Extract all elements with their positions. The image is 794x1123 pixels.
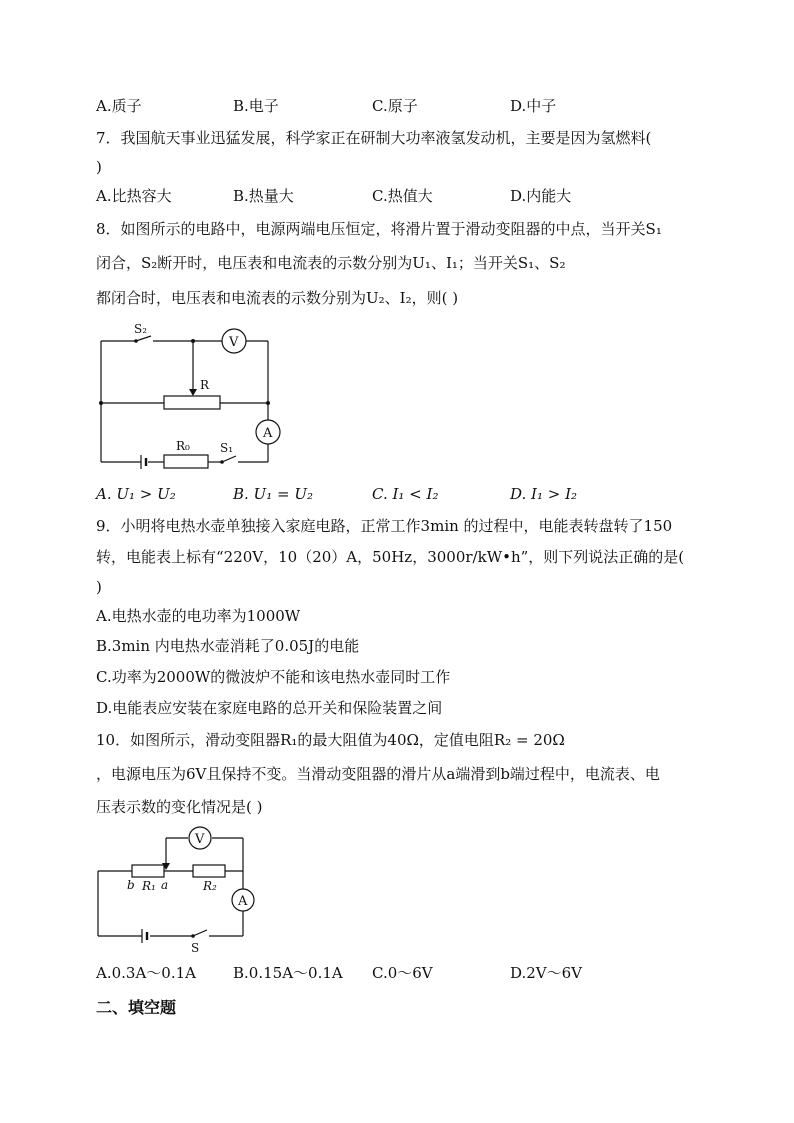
q6-option-c: C.原子: [372, 97, 418, 115]
q9-option-b: B.3min 内电热水壶消耗了0.05J的电能: [96, 637, 360, 655]
q9-stem-line1: 9．小明将电热水壶单独接入家庭电路，正常工作3min 的过程中，电能表转盘转了150: [96, 517, 673, 535]
q8-label-ammeter: A: [263, 426, 273, 441]
q8-stem-line2: 闭合，S₂断开时，电压表和电流表的示数分别为U₁、I₁；当开关S₁、S₂: [96, 254, 566, 272]
q10-option-b: B.0.15A～0.1A: [233, 964, 343, 982]
q8-option-a: A. U₁ > U₂: [96, 485, 176, 503]
q8-option-b: B. U₁ = U₂: [233, 485, 313, 503]
q8-label-rheostat: R: [200, 378, 210, 392]
q10-label-voltmeter: V: [195, 832, 205, 847]
q10-option-d: D.2V～6V: [510, 964, 583, 982]
q7-option-b: B.热量大: [233, 187, 294, 205]
q6-option-a: A.质子: [96, 97, 142, 115]
q10-stem-line2: ，电源电压为6V且保持不变。当滑动变阻器的滑片从a端滑到b端过程中，电流表、电: [96, 765, 660, 783]
q10-label-s: S: [191, 941, 200, 955]
q8-label-s1: S₁: [220, 441, 234, 455]
q10-option-a: A.0.3A～0.1A: [96, 964, 196, 982]
q8-label-r0: R₀: [176, 439, 190, 453]
q7-stem-line2: ): [96, 158, 102, 176]
q10-stem-line3: 压表示数的变化情况是( ): [96, 798, 263, 816]
q9-option-a: A.电热水壶的电功率为1000W: [96, 607, 301, 625]
q7-option-d: D.内能大: [510, 187, 572, 205]
q8-option-d: D. I₁ > I₂: [510, 485, 578, 503]
q9-stem-line2: 转，电能表上标有“220V，10（20）A，50Hz，3000r/kW•h”，则下列说法正确的是(: [96, 548, 685, 566]
q8-label-s2: S₂: [134, 322, 148, 336]
q9-stem-line3: ): [96, 578, 102, 596]
q8-stem-line1: 8．如图所示的电路中，电源两端电压恒定，将滑片置于滑动变阻器的中点，当开关S₁: [96, 220, 662, 238]
q10-label-r2: R₂: [203, 879, 217, 893]
q8-label-voltmeter: V: [229, 335, 239, 350]
section-title: 二、填空题: [96, 998, 177, 1017]
q10-label-b: b: [127, 878, 135, 892]
q10-option-c: C.0～6V: [372, 964, 433, 982]
q7-option-a: A.比热容大: [96, 187, 172, 205]
q10-stem-line1: 10．如图所示，滑动变阻器R₁的最大阻值为40Ω，定值电阻R₂ = 20Ω: [96, 731, 565, 749]
q10-label-r1: R₁: [142, 879, 156, 893]
q8-stem-line3: 都闭合时，电压表和电流表的示数分别为U₂、I₂，则( ): [96, 289, 459, 307]
q9-option-d: D.电能表应安装在家庭电路的总开关和保险装置之间: [96, 699, 443, 717]
q10-label-a: a: [161, 878, 169, 892]
q9-option-c: C.功率为2000W的微波炉不能和该电热水壶同时工作: [96, 668, 451, 686]
q6-option-b: B.电子: [233, 97, 279, 115]
q6-option-d: D.中子: [510, 97, 557, 115]
q10-label-ammeter: A: [238, 894, 248, 909]
q7-stem-line1: 7．我国航天事业迅猛发展，科学家正在研制大功率液氢发动机，主要是因为氢燃料(: [96, 129, 652, 147]
q8-option-c: C. I₁ < I₂: [372, 485, 439, 503]
q7-option-c: C.热值大: [372, 187, 433, 205]
